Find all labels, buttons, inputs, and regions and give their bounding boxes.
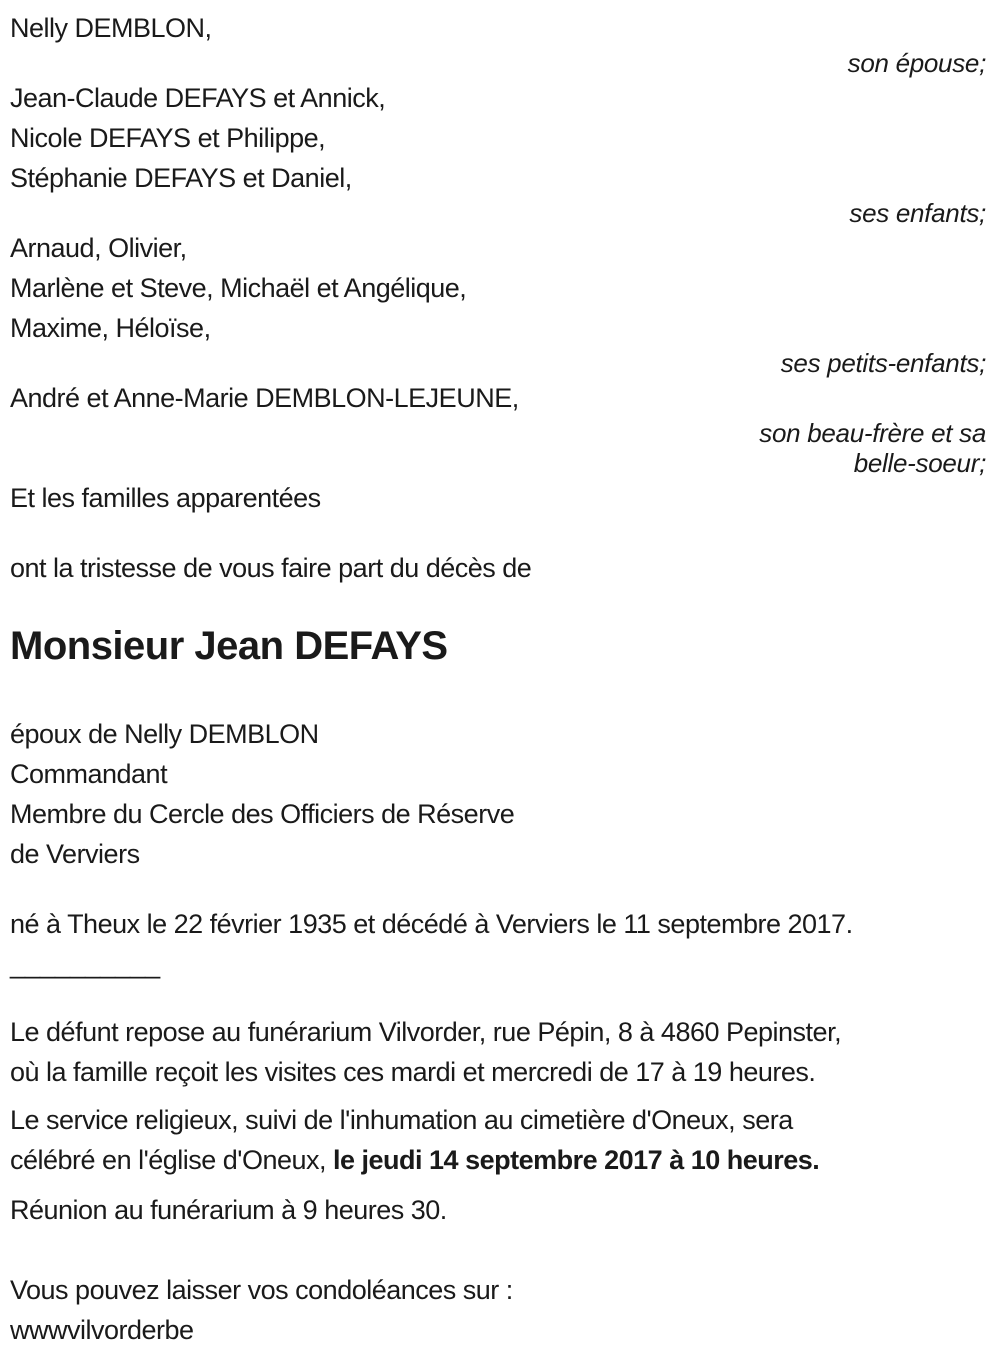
- child-name-line: Jean-Claude DEFAYS et Annick,: [10, 83, 386, 113]
- deceased-detail-line: Membre du Cercle des Officiers de Réserve: [10, 799, 515, 829]
- child-name-line: Nicole DEFAYS et Philippe,: [10, 123, 326, 153]
- relation-label-in-laws-line2: belle-soeur;: [853, 448, 986, 478]
- separator: __________: [10, 949, 161, 979]
- related-families: Et les familles apparentées: [10, 483, 321, 513]
- deceased-name-heading: Monsieur Jean DEFAYS: [10, 624, 448, 668]
- life-dates: né à Theux le 22 février 1935 et décédé à Verviers le 11 septembre 2017.: [10, 909, 853, 939]
- deceased-detail-line: époux de Nelly DEMBLON: [10, 719, 319, 749]
- relation-label-grandchildren: ses petits-enfants;: [780, 348, 986, 378]
- relation-label-spouse: son épouse;: [847, 48, 986, 78]
- repose-line: Le défunt repose au funérarium Vilvorder, rue Pépin, 8 à 4860 Pepinster,: [10, 1017, 842, 1047]
- condolences-prompt: Vous pouvez laisser vos condoléances sur :: [10, 1275, 513, 1305]
- grandchild-name-line: Maxime, Héloïse,: [10, 313, 211, 343]
- grandchild-name-line: Arnaud, Olivier,: [10, 233, 187, 263]
- grandchild-name-line: Marlène et Steve, Michaël et Angélique,: [10, 273, 467, 303]
- in-laws-name: André et Anne-Marie DEMBLON-LEJEUNE,: [10, 383, 519, 413]
- spouse-name: Nelly DEMBLON,: [10, 13, 212, 43]
- service-line1: Le service religieux, suivi de l'inhumation au cimetière d'Oneux, sera: [10, 1105, 793, 1135]
- condolences-website: wwwvilvorderbe: [10, 1315, 194, 1345]
- relation-label-children: ses enfants;: [849, 198, 986, 228]
- service-date-time: le jeudi 14 septembre 2017 à 10 heures.: [333, 1145, 820, 1175]
- repose-line: où la famille reçoit les visites ces mardi et mercredi de 17 à 19 heures.: [10, 1057, 816, 1087]
- child-name-line: Stéphanie DEFAYS et Daniel,: [10, 163, 352, 193]
- meeting-info: Réunion au funérarium à 9 heures 30.: [10, 1195, 447, 1225]
- service-line2: [10, 1140, 986, 1180]
- deceased-detail-line: Commandant: [10, 759, 168, 789]
- service-line2-normal: célébré en l'église d'Oneux,: [10, 1145, 334, 1175]
- announcement-intro: ont la tristesse de vous faire part du décès de: [10, 553, 532, 583]
- relation-label-in-laws-line1: son beau-frère et sa: [759, 418, 986, 448]
- deceased-detail-line: de Verviers: [10, 839, 140, 869]
